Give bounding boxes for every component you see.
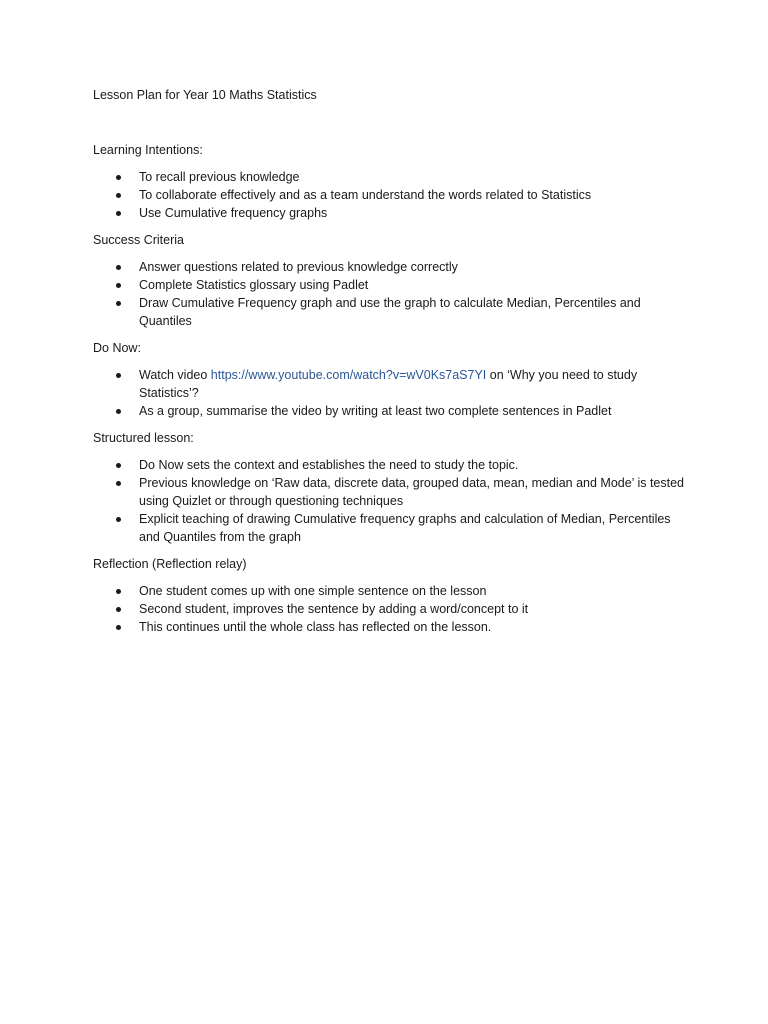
list-item-text: This continues until the whole class has reflected on the lesson.: [139, 620, 492, 634]
document-title: Lesson Plan for Year 10 Maths Statistics: [93, 88, 317, 102]
list-item: [93, 186, 693, 204]
bullet-icon: [116, 607, 121, 612]
structured-lesson-heading: Structured lesson:: [93, 431, 194, 445]
list-item: [93, 258, 693, 276]
list-item: [93, 402, 693, 420]
video-link[interactable]: https://www.youtube.com/watch?v=wV0Ks7aS7YI: [210, 368, 487, 382]
bullet-icon: [116, 481, 121, 486]
bullet-icon: [116, 409, 121, 414]
bullet-icon: [116, 301, 121, 306]
list-item: [93, 474, 693, 510]
bullet-icon: [116, 517, 121, 522]
list-item-text: Second student, improves the sentence by adding a word/concept to it: [139, 602, 529, 616]
bullet-icon: [116, 463, 121, 468]
list-item-text: As a group, summarise the video by writing at least two complete sentences in Padlet: [139, 404, 612, 418]
bullet-icon: [116, 373, 121, 378]
list-item: [93, 510, 693, 546]
bullet-icon: [116, 175, 121, 180]
learning-intentions-heading: Learning Intentions:: [93, 143, 203, 157]
list-item: [93, 582, 693, 600]
list-item-text: Previous knowledge on ‘Raw data, discrete data, grouped data, mean, median and Mode’ is tested using Quizlet or through questioning techniques: [139, 476, 685, 508]
do-now-list: [93, 366, 693, 420]
bullet-icon: [116, 211, 121, 216]
list-item: [93, 618, 693, 636]
list-item-text: Explicit teaching of drawing Cumulative frequency graphs and calculation of Median, Percentiles and Quantiles from the graph: [139, 512, 671, 544]
list-item: [93, 168, 693, 186]
bullet-icon: [116, 625, 121, 630]
do-now-heading: Do Now:: [93, 341, 141, 355]
bullet-icon: [116, 193, 121, 198]
bullet-icon: [116, 589, 121, 594]
video-suffix-text: on ‘Why you need to study Statistics’?: [139, 368, 638, 400]
reflection-list: [93, 582, 693, 636]
list-item-text: Complete Statistics glossary using Padlet: [139, 278, 369, 292]
list-item: [93, 456, 693, 474]
reflection-heading: Reflection (Reflection relay): [93, 557, 247, 571]
learning-intentions-list: [93, 168, 693, 222]
success-criteria-heading: Success Criteria: [93, 233, 184, 247]
list-item-text: To recall previous knowledge: [139, 170, 300, 184]
list-item-text: Draw Cumulative Frequency graph and use the graph to calculate Median, Percentiles and Quantiles: [139, 296, 641, 328]
list-item: [93, 276, 693, 294]
video-prefix-text: Watch video: [139, 368, 211, 382]
bullet-icon: [116, 265, 121, 270]
list-item-text: Use Cumulative frequency graphs: [139, 206, 328, 220]
success-criteria-list: [93, 258, 693, 330]
list-item-text: Do Now sets the context and establishes the need to study the topic.: [139, 458, 519, 472]
bullet-icon: [116, 283, 121, 288]
list-item: [93, 204, 693, 222]
list-item: [93, 366, 693, 402]
list-item-text: To collaborate effectively and as a team understand the words related to Statistics: [139, 188, 592, 202]
list-item-text: Answer questions related to previous knowledge correctly: [139, 260, 458, 274]
list-item: [93, 600, 693, 618]
list-item-text: One student comes up with one simple sentence on the lesson: [139, 584, 487, 598]
document-body: [93, 86, 693, 645]
list-item: [93, 294, 693, 330]
structured-lesson-list: [93, 456, 693, 546]
